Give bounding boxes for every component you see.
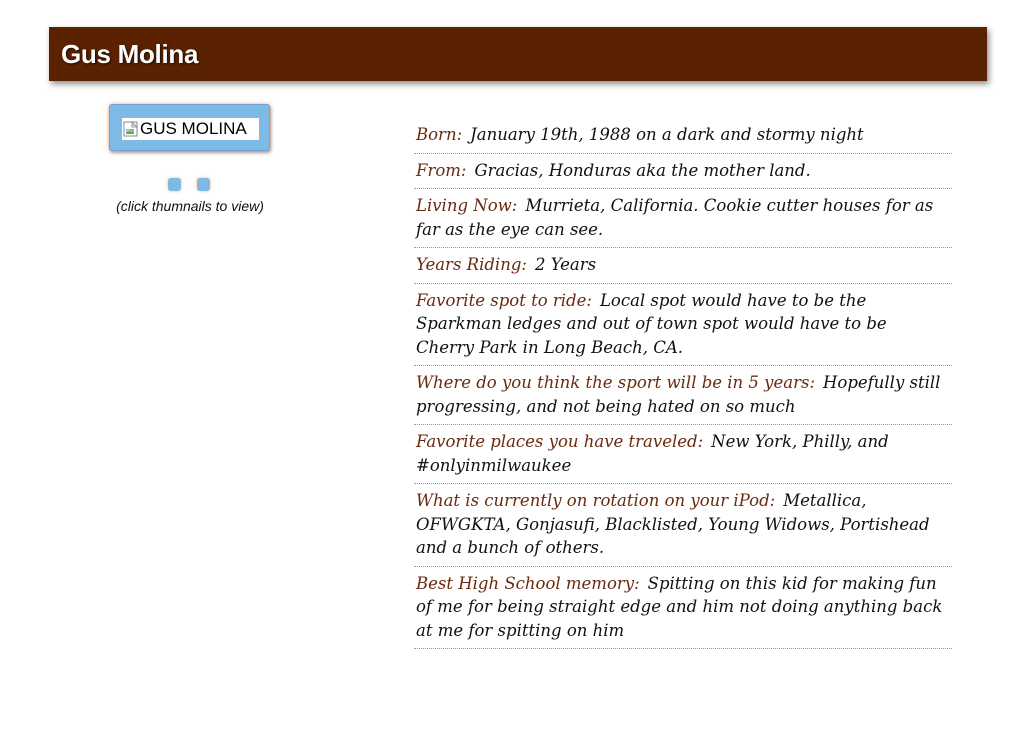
profile-facts-list: [414, 118, 952, 649]
fact-value: 2 Years: [534, 255, 597, 274]
fact-label: What is currently on rotation on your iPod:: [416, 491, 776, 510]
fact-value: Gracias, Honduras aka the mother land.: [474, 160, 811, 180]
fact-label: Best High School memory:: [416, 573, 640, 593]
fact-label: Favorite spot to ride:: [416, 290, 592, 310]
page-header: [49, 27, 987, 81]
fact-label: Where do you think the sport will be in 5 years:: [416, 373, 816, 392]
fact-years-riding: [414, 248, 952, 284]
profile-photo-frame[interactable]: [109, 104, 270, 151]
fact-sport-future: [414, 366, 952, 425]
fact-living-now: [414, 189, 952, 248]
fact-value: Spitting on this kid for making fun of me for being straight edge and him not doing anything back at me for spitting on him: [416, 573, 943, 640]
fact-label: Favorite places you have traveled:: [416, 432, 704, 451]
profile-photo[interactable]: [122, 118, 259, 140]
thumbnail-hint: (click thumnails to view): [116, 198, 264, 214]
fact-favorite-spot: [414, 284, 952, 367]
fact-value: Local spot would have to be the Sparkman ledges and out of town spot would have to be Cherry Park in Long Beach, CA.: [416, 290, 887, 357]
fact-value: Murrieta, California. Cookie cutter houses for as far as the eye can see.: [416, 196, 934, 239]
fact-value: Metallica, OFWGKTA, Gonjasufi, Blacklisted, Young Widows, Portishead and a bunch of others.: [416, 491, 930, 557]
fact-favorite-places: [414, 425, 952, 484]
thumbnail-strip: [168, 178, 212, 192]
fact-value: Hopefully still progressing, and not being hated on so much: [416, 373, 941, 416]
fact-ipod-rotation: [414, 484, 952, 567]
broken-image-icon: [123, 121, 139, 137]
fact-label: Years Riding:: [416, 255, 527, 274]
page-title: Gus Molina: [61, 39, 199, 69]
thumbnail-2[interactable]: [197, 178, 210, 191]
fact-from: [414, 154, 952, 190]
fact-value: January 19th, 1988 on a dark and stormy night: [470, 125, 864, 144]
profile-photo-alt-text: GUS MOLINA: [140, 119, 247, 138]
fact-label: Born:: [416, 125, 463, 144]
fact-high-school-memory: [414, 567, 952, 650]
fact-label: Living Now:: [416, 196, 518, 215]
thumbnail-1[interactable]: [168, 178, 181, 191]
fact-value: New York, Philly, and #onlyinmilwaukee: [416, 432, 889, 475]
fact-born: [414, 118, 952, 154]
fact-label: From:: [416, 160, 467, 180]
